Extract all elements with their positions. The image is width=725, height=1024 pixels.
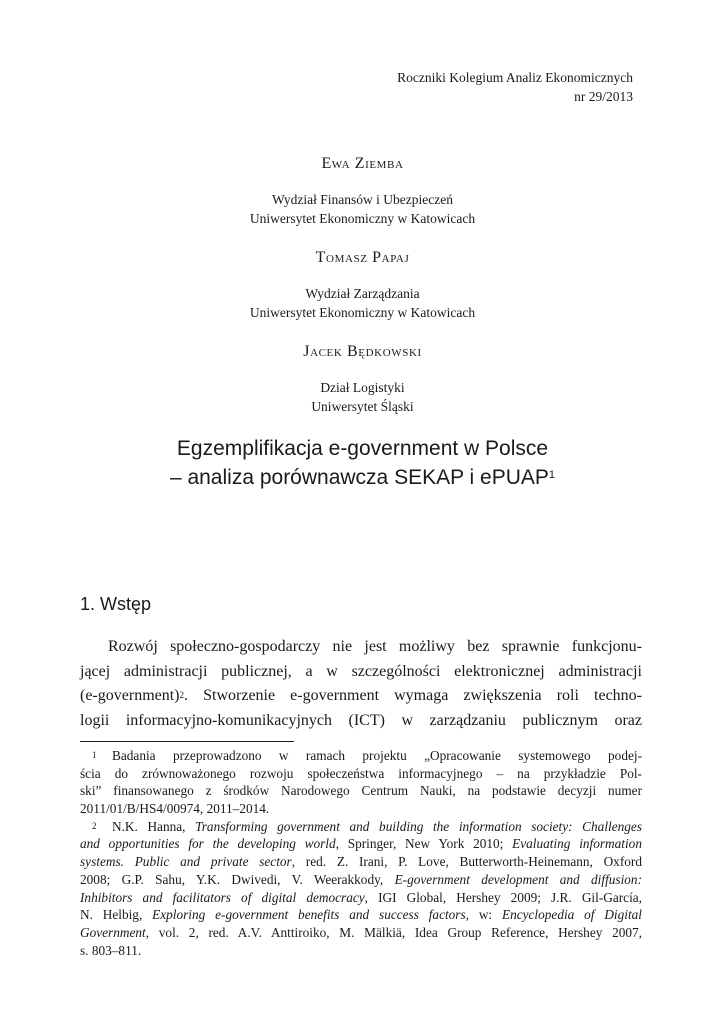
- author-block-3: [0, 342, 725, 416]
- footnote-citation-title: Encyclopedia of Digital: [501, 907, 642, 923]
- footnote-text: Badania przeprowadzono w ramach projektu „Opracowanie systemowego podej-: [112, 748, 642, 763]
- section-heading: 1. Wstęp: [80, 594, 152, 614]
- author-name: Tomasz Papaj: [315, 249, 410, 266]
- body-line: Rozwój społeczno-gospodarczy nie jest możliwy bez sprawnie funkcjonu-: [108, 638, 642, 655]
- footnote-citation-title: Evaluating information: [512, 836, 642, 852]
- author-affiliation-univ: Uniwersytet Ekonomiczny w Katowicach: [249, 211, 476, 226]
- footnote-2-line: [80, 818, 642, 836]
- author-affiliation-dept: Wydział Finansów i Ubezpieczeń: [272, 192, 453, 207]
- footnote-text: , Springer, New York 2010;: [335, 836, 513, 852]
- footnote-2-line: [80, 906, 642, 924]
- body-line: jącej administracji publicznej, a w szczególności elektronicznej administracji: [80, 662, 642, 680]
- footnote-text: , IGI Global, Hershey 2009; J.R. Gil-García,: [364, 889, 643, 905]
- footnote-citation-title: E-government development and diffusion:: [394, 871, 643, 887]
- body-line: [80, 684, 642, 709]
- author-affiliation-dept: Wydział Zarządzania: [305, 286, 420, 301]
- footnote-2-line: [80, 889, 642, 907]
- paper-title: [0, 434, 725, 492]
- footnote-citation-title: and opportunities for the developing world: [80, 836, 336, 852]
- author-name: Ewa Ziemba: [321, 155, 404, 172]
- title-line-1: Egzemplifikacja e-government w Polsce: [176, 437, 549, 460]
- footnote-ref[interactable]: 2: [179, 690, 185, 701]
- footnote-divider: [80, 741, 294, 742]
- title-footnote-mark[interactable]: 1: [548, 469, 556, 481]
- footnote-2-line: s. 803–811.: [80, 942, 142, 958]
- journal-header: [397, 68, 633, 106]
- footnote-citation-title: Transforming government and building the information society: Challenges: [195, 818, 642, 834]
- footnote-text: N. Helbig,: [80, 907, 153, 923]
- author-affiliation-univ: Uniwersytet Śląski: [311, 399, 414, 414]
- author-affiliation-dept: Dział Logistyki: [320, 380, 405, 395]
- footnote-citation-title: Exploring e-government benefits and success factors: [152, 907, 466, 923]
- body-paragraph: [80, 635, 642, 733]
- footnote-text: , w:: [465, 907, 502, 923]
- footnote-2-line: [80, 924, 642, 942]
- title-line-2-text: – analiza porównawcza SEKAP i ePUAP: [169, 466, 549, 489]
- footnote-text: , red. Z. Irani, P. Love, Butterworth-Heinemann, Oxford: [291, 854, 642, 870]
- footnote-1-line: ścia do zrównoważonego rozwoju społeczeństwa informacyjnego – na przykładzie Pol-: [80, 765, 642, 781]
- journal-title: Roczniki Kolegium Analiz Ekonomicznych: [397, 70, 633, 85]
- footnote-1-line: [80, 747, 642, 765]
- author-block-1: [0, 154, 725, 228]
- author-name: Jacek Będkowski: [303, 343, 422, 360]
- footnote-2-line: [80, 835, 642, 853]
- footnote-citation-title: Inhibitors and facilitators of digital democracy: [80, 889, 365, 905]
- footnote-citation-title: systems. Public and private sector: [80, 854, 292, 870]
- footnote-citation-title: Government: [80, 924, 146, 940]
- footnote-number: 1: [92, 750, 97, 760]
- footnote-text: , vol. 2, red. A.V. Anttiroiko, M. Mälkiä, Idea Group Reference, Hershey 2007,: [145, 924, 642, 940]
- footnote-number: 2: [92, 820, 97, 831]
- footnote-2-line: [80, 871, 642, 889]
- journal-issue: nr 29/2013: [574, 89, 633, 104]
- footnote-text: 2008; G.P. Sahu, Y.K. Dwivedi, V. Weerakkody,: [80, 871, 395, 887]
- footnote-text: N.K. Hanna,: [112, 818, 196, 834]
- title-line-2: [0, 463, 725, 492]
- body-line: logii informacyjno-komunikacyjnych (ICT) w zarządzaniu publicznym oraz: [80, 711, 642, 729]
- footnotes: [80, 747, 642, 959]
- author-affiliation-univ: Uniwersytet Ekonomiczny w Katowicach: [249, 305, 476, 320]
- footnote-1-line: ski” finansowanego z środków Narodowego Centrum Nauki, na podstawie decyzji numer: [80, 783, 642, 799]
- body-text-segment: . Stworzenie e-government wymaga zwiększenia roli techno-: [184, 687, 642, 705]
- body-text-segment: (e-government): [80, 687, 180, 705]
- footnote-1-line: 2011/01/B/HS4/00974, 2011–2014.: [80, 801, 270, 817]
- footnote-2-line: [80, 853, 642, 871]
- author-block-2: [0, 248, 725, 322]
